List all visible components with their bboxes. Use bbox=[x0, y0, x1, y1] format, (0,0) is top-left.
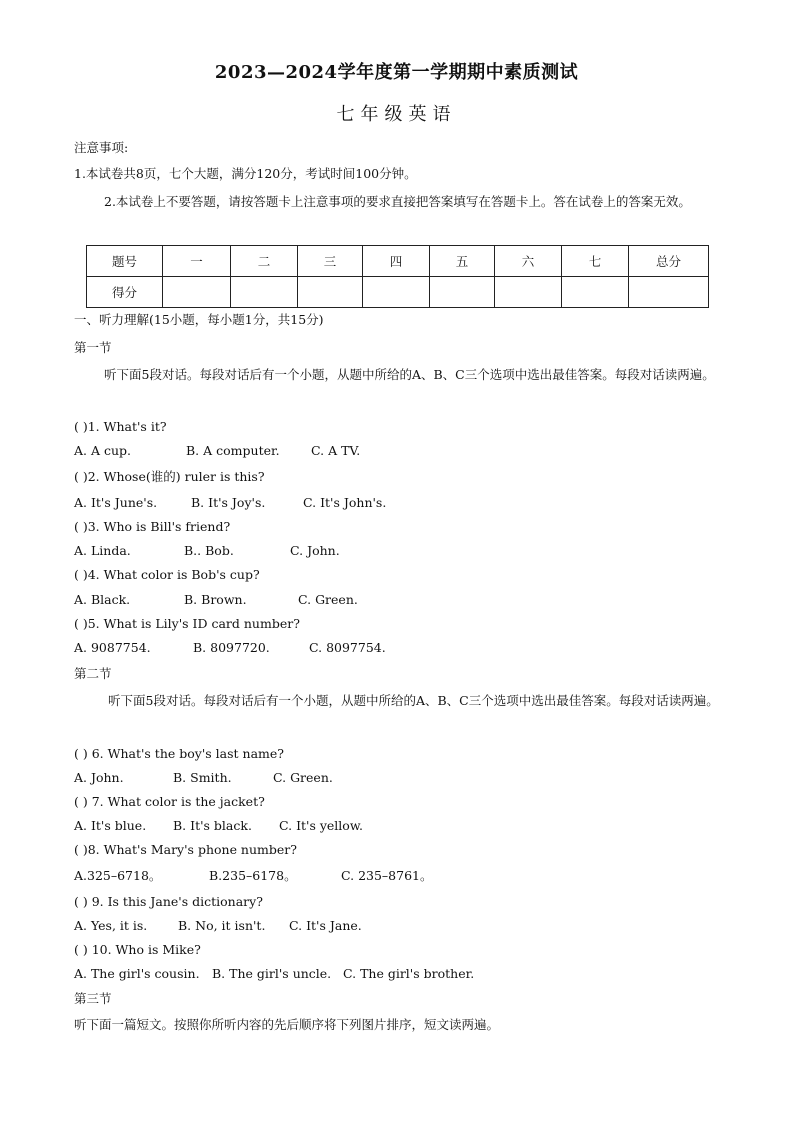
part-instructions: 听下面5段对话。每段对话后有一个小题，从题中所给的A、B、C三个选项中选出最佳答案。每段对话读两遍。 bbox=[104, 367, 715, 382]
score-cell: 一 bbox=[163, 246, 231, 277]
page-subtitle: 七年级英语 bbox=[336, 104, 457, 125]
notes-item-2: 2.本试卷上不要答题，请按答题卡上注意事项的要求直接把答案填写在答题卡上。答在试卷上的答案无效。 bbox=[104, 194, 691, 209]
score-cell: 三 bbox=[298, 246, 363, 277]
question-3: ( )3. Who is Bill's friend? bbox=[74, 519, 231, 534]
options-1 bbox=[74, 441, 724, 461]
question-9: ( ) 9. Is this Jane's dictionary? bbox=[74, 894, 263, 909]
options-3 bbox=[74, 541, 724, 561]
section-heading: 一、听力理解(15小题，每小题1分，共15分) bbox=[74, 312, 324, 327]
score-cell bbox=[298, 277, 363, 308]
option-a: A. 9087754. bbox=[74, 640, 151, 655]
score-cell: 题号 bbox=[87, 246, 163, 277]
page-title: 2023—2024学年度第一学期期中素质测试 bbox=[214, 62, 579, 83]
options-6 bbox=[74, 768, 724, 788]
part-instructions: 听下面一篇短文。按照你所听内容的先后顺序将下列图片排序，短文读两遍。 bbox=[74, 1017, 500, 1032]
score-cell: 得分 bbox=[87, 277, 163, 308]
option-b: B.. Bob. bbox=[184, 543, 234, 558]
option-a: A. A cup. bbox=[74, 443, 132, 458]
option-b: B. A computer. bbox=[186, 443, 280, 458]
part-instructions: 听下面5段对话。每段对话后有一个小题，从题中所给的A、B、C三个选项中选出最佳答案。每段对话读两遍。 bbox=[108, 693, 719, 708]
option-a: A. Linda. bbox=[74, 543, 131, 558]
score-cell bbox=[495, 277, 562, 308]
score-cell: 六 bbox=[495, 246, 562, 277]
score-cell bbox=[562, 277, 629, 308]
score-cell: 二 bbox=[231, 246, 298, 277]
option-c: C. 235–8761。 bbox=[341, 868, 433, 883]
option-b: B.235–6178。 bbox=[209, 868, 297, 883]
option-b: B. Smith. bbox=[173, 770, 232, 785]
part-label: 第二节 bbox=[74, 666, 112, 681]
question-4: ( )4. What color is Bob's cup? bbox=[74, 567, 260, 582]
question-1: ( )1. What's it? bbox=[74, 419, 167, 434]
option-b: B. It's Joy's. bbox=[191, 495, 266, 510]
score-table bbox=[86, 245, 709, 308]
option-b: B. 8097720. bbox=[193, 640, 270, 655]
option-c: C. Green. bbox=[273, 770, 333, 785]
option-b: B. No, it isn't. bbox=[178, 918, 266, 933]
part-label: 第一节 bbox=[74, 340, 112, 355]
option-b: B. Brown. bbox=[184, 592, 247, 607]
option-b: B. It's black. bbox=[173, 818, 252, 833]
score-cell: 五 bbox=[430, 246, 495, 277]
option-a: A.325–6718。 bbox=[74, 868, 162, 883]
option-a: A. The girl's cousin. bbox=[74, 966, 200, 981]
question-10: ( ) 10. Who is Mike? bbox=[74, 942, 201, 957]
option-c: C. It's John's. bbox=[303, 495, 387, 510]
option-a: A. It's June's. bbox=[74, 495, 158, 510]
question-6: ( ) 6. What's the boy's last name? bbox=[74, 746, 284, 761]
score-cell: 四 bbox=[363, 246, 430, 277]
option-c: C. The girl's brother. bbox=[343, 966, 475, 981]
score-cell bbox=[163, 277, 231, 308]
question-8: ( )8. What's Mary's phone number? bbox=[74, 842, 297, 857]
score-table-score-row bbox=[87, 277, 709, 308]
option-c: C. Green. bbox=[298, 592, 358, 607]
options-2 bbox=[74, 493, 724, 513]
option-c: C. John. bbox=[290, 543, 340, 558]
score-cell: 总分 bbox=[629, 246, 709, 277]
question-7: ( ) 7. What color is the jacket? bbox=[74, 794, 265, 809]
option-c: C. It's yellow. bbox=[279, 818, 364, 833]
question-5: ( )5. What is Lily's ID card number? bbox=[74, 616, 300, 631]
option-a: A. Yes, it is. bbox=[74, 918, 148, 933]
option-b: B. The girl's uncle. bbox=[212, 966, 332, 981]
score-cell: 七 bbox=[562, 246, 629, 277]
option-c: C. 8097754. bbox=[309, 640, 386, 655]
option-c: C. A TV. bbox=[311, 443, 361, 458]
options-5 bbox=[74, 638, 724, 658]
options-7 bbox=[74, 816, 724, 836]
score-cell bbox=[629, 277, 709, 308]
score-cell bbox=[430, 277, 495, 308]
options-4 bbox=[74, 590, 724, 610]
options-8 bbox=[74, 866, 724, 886]
option-a: A. John. bbox=[74, 770, 124, 785]
part-label: 第三节 bbox=[74, 991, 112, 1006]
option-a: A. It's blue. bbox=[74, 818, 147, 833]
score-cell bbox=[231, 277, 298, 308]
question-2: ( )2. Whose(谁的) ruler is this? bbox=[74, 469, 265, 484]
notes-heading: 注意事项: bbox=[74, 140, 129, 155]
options-10 bbox=[74, 964, 724, 984]
option-c: C. It's Jane. bbox=[289, 918, 362, 933]
notes-item-1: 1.本试卷共8页，七个大题，满分120分，考试时间100分钟。 bbox=[74, 166, 417, 181]
score-cell bbox=[363, 277, 430, 308]
score-table-header-row bbox=[87, 246, 709, 277]
option-a: A. Black. bbox=[74, 592, 131, 607]
options-9 bbox=[74, 916, 724, 936]
